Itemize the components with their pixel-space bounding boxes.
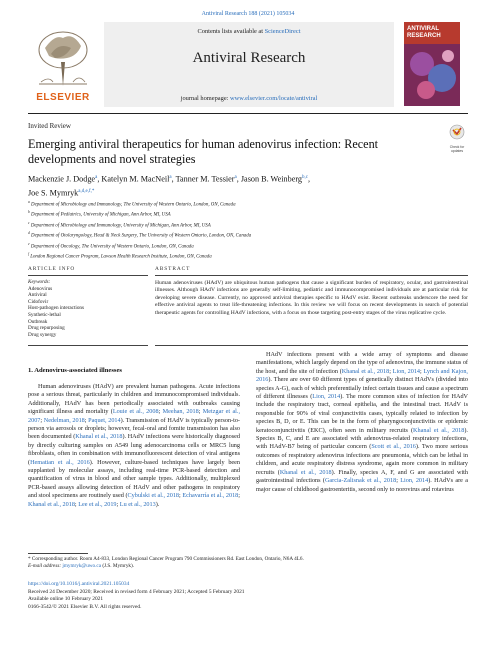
cover-title-1: ANTIVIRAL: [407, 26, 439, 32]
elsevier-tree-icon: [31, 28, 95, 90]
affiliation-item: $^e$ Department of Oncology, The University of Western Ontario, London, ON, Canada: [28, 241, 194, 250]
contents-prefix: Contents lists available at: [197, 28, 265, 35]
author-line-2: [28, 186, 468, 200]
abstract-text: Human adenoviruses (HAdV) are ubiquitous human pathogens that cause a significant burden of respiratory, ocular, and gastrointestinal illnesses. Although HAdV infections are generally self-limiting, pediatric and immunocompromised individuals are at particular risk for developing severe disease. Currently, no approved antiviral therapies specific to HAdV exist. Recent outbreaks underscore the need for effective antiviral agents to treat life-threatening infections. In this review we will focus on recent developments in search of potential therapeutic agents for controlling HAdV infections, with a focus on those targeting post-entry stages of the virus replicative cycle.: [155, 280, 468, 316]
title-line-2: developments and novel strategies: [28, 152, 196, 166]
body-column-right: HAdV infections present with a wide array of symptoms and disease manifestations, which largely depend on the type of adenovirus, the immune status of the host, and the site of infection (Khanal et al., 2018; Lion, 2014; Lynch and Kajon, 2016). There are over 60 different types of genetically distinct HAdVs (divided into species A-G), each of which preferentially infect certain tissues and cause a spectrum of different illnesses (Lion, 2014). The more common sites of infection for HAdV include the respiratory tract, corneal epithelia, and the intestinal tract. HAdV is responsible for 90% of viral conjunctivitis cases, typically related to infection by species B, D, or E. This can be in the form of pharyngoconjunctivitis or epidemic keratoconjunctivitis (EKC), often seen in military recruits (Khanal et al., 2018). Species B, C, and E are associated with adenovirus-related respiratory infections, with HAdV-B7 being of particular concern (Scott et al., 2016). Two more serious outcomes of respiratory adenovirus infections are pneumonia, which can be lethal in children, and acute respiratory distress syndrome, again more common in military recruits (Khanal et al., 2018). Finally, species A, F, and G are associated with gastrointestinal infections (Garcia-Zalisnak et al., 2018; Lion, 2014). HAdVs are a major cause of childhood gastroenteritis, second only to norovirus and rotavirus: [256, 351, 468, 493]
crossmark-icon: [446, 124, 468, 140]
cover-title-2: RESEARCH: [407, 33, 441, 39]
abstract-heading: ABSTRACT: [155, 266, 191, 272]
footnote: [28, 556, 468, 570]
affiliations: [28, 199, 468, 262]
crossmark-badge[interactable]: [446, 124, 468, 153]
elsevier-logo: [28, 28, 98, 108]
masthead: [28, 22, 468, 110]
keyword: Cidofovir: [28, 298, 49, 305]
homepage-link[interactable]: www.elsevier.com/locate/antiviral: [230, 95, 318, 102]
affiliation-item: $^b$ Department of Pediatrics, University of Michigan, Ann Arbor, MI, USA: [28, 210, 171, 219]
author-name[interactable]: Tanner M. Tessier: [175, 174, 235, 184]
homepage-prefix: journal homepage:: [180, 95, 231, 102]
author-affil-sup[interactable]: a: [95, 175, 98, 180]
author-name[interactable]: Joe S. Mymryk: [28, 188, 79, 198]
keyword: Drug synergy: [28, 331, 57, 338]
keywords-label: Keywords:: [28, 279, 51, 285]
homepage-line: [104, 95, 394, 102]
email-link[interactable]: jmymryk@uwo.ca: [62, 563, 102, 569]
author-name[interactable]: Jason B. Weinberg: [240, 174, 302, 184]
masthead-center: [104, 22, 394, 107]
article-history: [28, 581, 468, 611]
body-column-left: Human adenoviruses (HAdV) are prevalent human pathogens. Acute infections pose a serious threat, particularly in children and immunocompromised individuals. Additionally, HAdV has been periodically associated with outbreaks causing significant illness and mortality (Louie et al., 2008; Meehan, 2018; Metzgar et al., 2007; Nedelman, 2018; Paquet, 2014). Transmission of HAdV is typically person-to-person via aerosols or droplets; however, fecal-oral and fomite transmission has also been documented (Khanal et al., 2018). HAdV infections were historically diagnosed by directly culturing samples on A549 lung adenocarcinoma cells or MRC5 lung fibroblasts, often in combination with immunofluorescent detection of viral antigens (Hematian et al., 2016). However, culture-based techniques have largely been supplanted by molecular assays, including real-time PCR-based detection and quantification of virus in blood and other sample types. Additionally, multiplexed PCR-based assays allowing detection of HAdV and other pathogens in respiratory and stool specimens are routinely used (Cybulski et al., 2018; Echavarría et al., 2018; Khanal et al., 2018; Lee et al., 2019; Lu et al., 2013).: [28, 383, 240, 508]
keyword: Synthetic-lethal: [28, 311, 61, 318]
contents-line: [104, 28, 394, 35]
affiliation-item: $^c$ Department of Microbiology and Immunology, University of Michigan, Ann Arbor, MI, USA: [28, 220, 211, 229]
email-label: E-mail address:: [28, 563, 63, 569]
keywords-block: [28, 279, 148, 338]
author-affil-sup[interactable]: a: [169, 175, 172, 180]
doi-link[interactable]: https://doi.org/10.1016/j.antiviral.2021.105034: [28, 581, 130, 587]
author-affil-sup[interactable]: a,d,e,f,*: [78, 188, 95, 194]
publisher-name[interactable]: ELSEVIER: [36, 92, 90, 103]
article-title: [28, 137, 438, 167]
journal-reference[interactable]: Antiviral Research 188 (2021) 105034: [201, 11, 295, 17]
affiliation-item: $^a$ Department of Microbiology and Immunology, The University of Western Ontario, London, ON, Canada: [28, 200, 236, 208]
article-info-heading: ARTICLE INFO: [28, 266, 76, 272]
keyword: Outbreak: [28, 318, 48, 325]
author-affil-sup[interactable]: a: [234, 175, 237, 180]
cover-art-icon: [404, 44, 460, 106]
author-list: [28, 172, 468, 199]
corresponding-author-note: * Corresponding author. Room A4-833, London Regional Cancer Program 790 Commissioners Rd. East London, Ontario, N6A 4L6.: [28, 556, 304, 562]
keyword: Antiviral: [28, 292, 47, 299]
keyword: Drug repurposing: [28, 325, 65, 332]
journal-title: Antiviral Research: [192, 50, 306, 66]
author-name[interactable]: Mackenzie J. Dodge: [28, 174, 96, 184]
crossmark-label: Check for updates: [449, 145, 465, 153]
history-line: Received 24 December 2020; Received in revised form 4 February 2021; Accepted 5 February 2021: [28, 588, 245, 595]
affiliation-item: $^d$ Department of Otolaryngology, Head & Neck Surgery, The University of Western Ontario, London, ON, Canada: [28, 231, 252, 239]
copyright-line: 0166-3542/© 2021 Elsevier B.V. All rights reserved.: [28, 603, 142, 610]
affiliation-item: $^f$ London Regional Cancer Program, Lawson Health Research Institute, London, ON, Canada: [28, 252, 212, 260]
email-suffix: (J.S. Mymryk).: [101, 563, 135, 569]
author-line-1: Mackenzie J. Dodge$^a$, Katelyn M. MacNeil$^a$, Tanner M. Tessier$^a$, Jason B. Weinberg$^{b,c}$,: [28, 174, 311, 184]
keyword: Adenovirus: [28, 285, 53, 292]
email-line: [28, 563, 468, 570]
author-affil-sup[interactable]: b,c: [302, 175, 308, 180]
journal-cover[interactable]: [404, 22, 460, 106]
sciencedirect-link[interactable]: ScienceDirect: [264, 28, 301, 35]
keyword: Host-pathogen interactions: [28, 305, 85, 312]
title-line-1: Emerging antiviral therapeutics for human adenovirus infection: Recent: [28, 137, 379, 151]
article-type: Invited Review: [28, 122, 71, 130]
section-heading: 1. Adenovirus-associated illnesses: [28, 367, 122, 374]
author-name[interactable]: Katelyn M. MacNeil: [101, 174, 170, 184]
online-line: Available online 10 February 2021: [28, 596, 104, 603]
